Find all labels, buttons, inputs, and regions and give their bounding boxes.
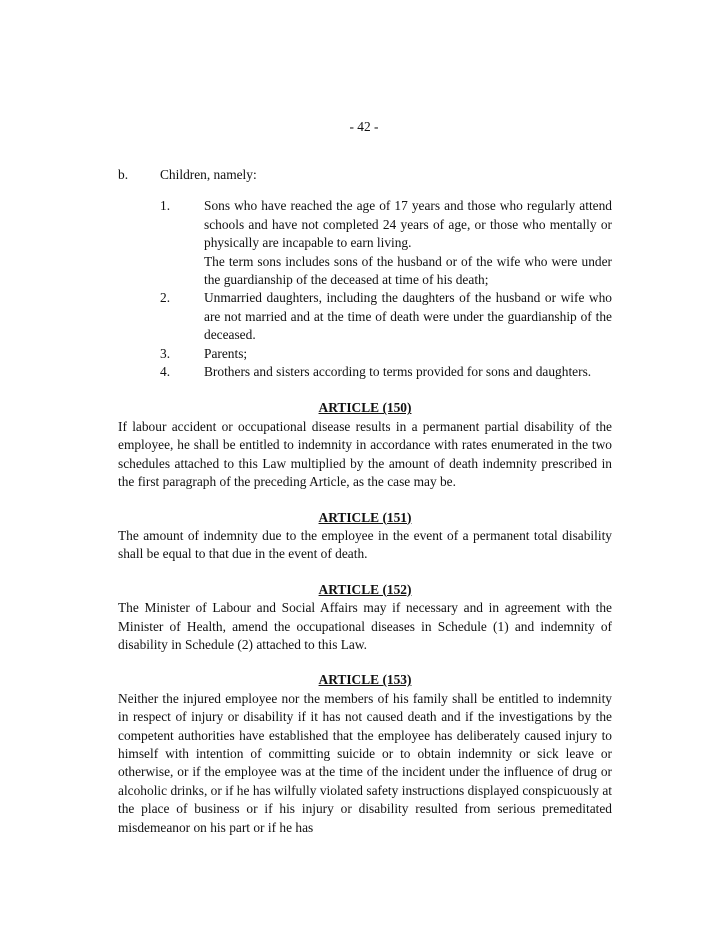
- sublist-item-number: 4.: [160, 364, 171, 380]
- article-152-body: The Minister of Labour and Social Affairs may if necessary and in agreement with the Minister of Health, amend the occupational diseases in Schedule (1) and indemnity of disability in Schedule (2) attached to this Law.: [118, 600, 612, 652]
- sublist-item-number: 2.: [160, 290, 171, 306]
- sublist-item-extra: The term sons includes sons of the husband or of the wife who were under the guardianship of the deceased at time of his death;: [204, 253, 612, 288]
- sublist-item-2: [118, 289, 612, 344]
- list-item-letter: b.: [118, 167, 129, 182]
- article-152-title: ARTICLE (152): [318, 581, 412, 597]
- children-sublist: [118, 197, 612, 381]
- article-150-body: If labour accident or occupational disease results in a permanent partial disability of the employee, he shall be entitled to indemnity in accordance with rates enumerated in the two schedules attached to this Law multiplied by the amount of death indemnity prescribed in the first paragraph of the preceding Article, as the case may be.: [118, 418, 612, 490]
- list-item-label: Children, namely:: [160, 167, 257, 182]
- sublist-item-4: [118, 363, 612, 381]
- sublist-item-text: Brothers and sisters according to terms provided for sons and daughters.: [204, 364, 592, 380]
- document-body: [118, 166, 612, 837]
- article-151-title: ARTICLE (151): [318, 509, 412, 525]
- sublist-item-number: 3.: [160, 345, 171, 361]
- page-number: - 42 -: [349, 119, 379, 134]
- sublist-item-1: [118, 197, 612, 289]
- list-item-b: [118, 166, 612, 184]
- sublist-item-text: Sons who have reached the age of 17 years and those who regularly attend schools and have not completed 24 years of age, or those who mentally or physically are incapable to earn living.: [204, 198, 612, 251]
- article-153-title: ARTICLE (153): [318, 672, 412, 688]
- article-150-title: ARTICLE (150): [318, 400, 412, 416]
- article-153-body: Neither the injured employee nor the members of his family shall be entitled to indemnity in respect of injury or disability if it has not caused death and if the investigations by the competent authorities have established that the employee has deliberately caused injury to himself with intention of committing suicide or to obtain indemnity or sick leave or otherwise, or if the employee was at the time of the incident under the influence of drug or alcoholic drinks, or if he has wilfully violated safety instructions displayed conspicuously at the place of business or if his injury or disability resulted from serious premeditated misdemeanor on his part or if he has: [118, 690, 612, 835]
- sublist-item-3: [118, 345, 612, 363]
- article-151-body: The amount of indemnity due to the employee in the event of a permanent total disability shall be equal to that due in the event of death.: [118, 527, 612, 562]
- sublist-item-text: Parents;: [204, 345, 248, 361]
- sublist-item-number: 1.: [160, 198, 171, 214]
- sublist-item-text: Unmarried daughters, including the daughters of the husband or wife who are not married and at the time of death were under the guardianship of the deceased.: [204, 290, 612, 343]
